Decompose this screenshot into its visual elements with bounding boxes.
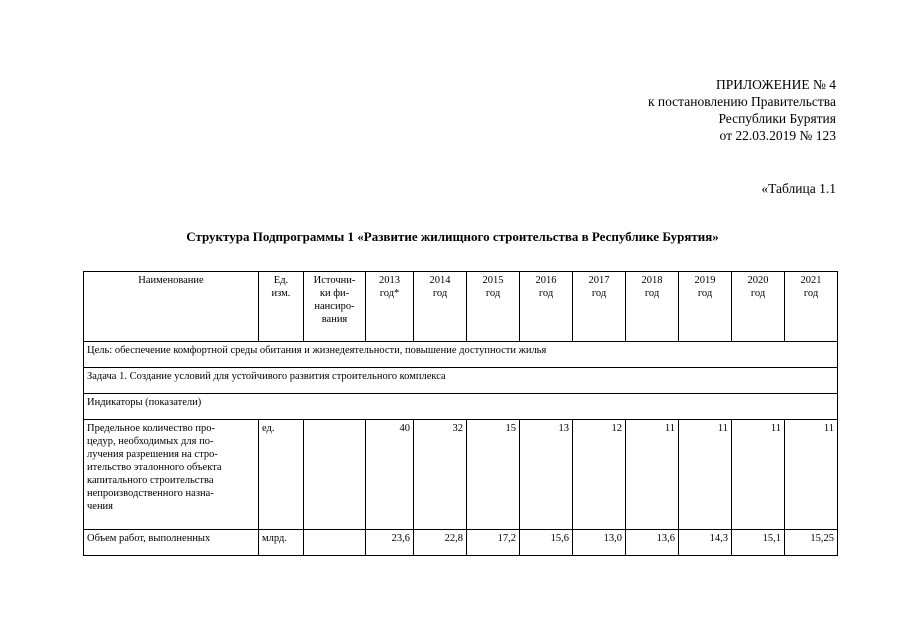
table-row [84,530,838,556]
col-header-year: 2017 год [573,272,626,342]
row-value: 22,8 [414,530,467,556]
row-value: 14,3 [679,530,732,556]
col-header-source: Источни- ки фи- нансиро- вания [304,272,366,342]
col-header-year: 2014 год [414,272,467,342]
col-header-year: 2015 год [467,272,520,342]
row-value: 15,1 [732,530,785,556]
col-header-year: 2016 год [520,272,573,342]
col-header-unit: Ед. изм. [259,272,304,342]
row-value: 11 [785,420,838,530]
row-value: 15,25 [785,530,838,556]
row-value: 15 [467,420,520,530]
appendix-republic: Республики Бурятия [718,111,836,126]
row-unit: ед. [259,420,304,530]
row-value: 11 [679,420,732,530]
header-row [84,272,838,342]
row-value: 11 [732,420,785,530]
goal-text: Цель: обеспечение комфортной среды обитания и жизнедеятельности, повышение доступности жилья [84,342,838,368]
col-header-year: 2013 год* [366,272,414,342]
appendix-number: ПРИЛОЖЕНИЕ № 4 [715,77,836,92]
appendix-header [648,76,836,144]
row-value: 17,2 [467,530,520,556]
appendix-resolution: к постановлению Правительства [647,94,836,109]
row-source [304,420,366,530]
task-text: Задача 1. Создание условий для устойчивого развития строительного комплекса [84,368,838,394]
row-value: 40 [366,420,414,530]
row-unit: млрд. [259,530,304,556]
row-value: 11 [626,420,679,530]
row-value: 15,6 [520,530,573,556]
indicators-text: Индикаторы (показатели) [84,394,838,420]
col-header-year: 2019 год [679,272,732,342]
row-value: 12 [573,420,626,530]
table-reference: «Таблица 1.1 [761,181,836,196]
row-value: 13,0 [573,530,626,556]
structure-table [83,271,838,556]
col-header-year: 2018 год [626,272,679,342]
col-header-name: Наименование [84,272,259,342]
row-value: 23,6 [366,530,414,556]
document-title: Структура Подпрограммы 1 «Развитие жилищного строительства в Республике Бурятия» [186,229,719,244]
row-value: 13,6 [626,530,679,556]
row-value: 32 [414,420,467,530]
appendix-date: от 22.03.2019 № 123 [719,128,836,143]
goal-row [84,342,838,368]
row-name: Предельное количество про- цедур, необходимых для по- лучения разрешения на стро- ительство эталонного объекта капитального строительства непроизводственного назна- чения [84,420,259,530]
row-name: Объем работ, выполненных [84,530,259,556]
row-source [304,530,366,556]
task-row [84,368,838,394]
row-value: 13 [520,420,573,530]
col-header-year: 2021 год [785,272,838,342]
indicators-row [84,394,838,420]
col-header-year: 2020 год [732,272,785,342]
table-row [84,420,838,530]
